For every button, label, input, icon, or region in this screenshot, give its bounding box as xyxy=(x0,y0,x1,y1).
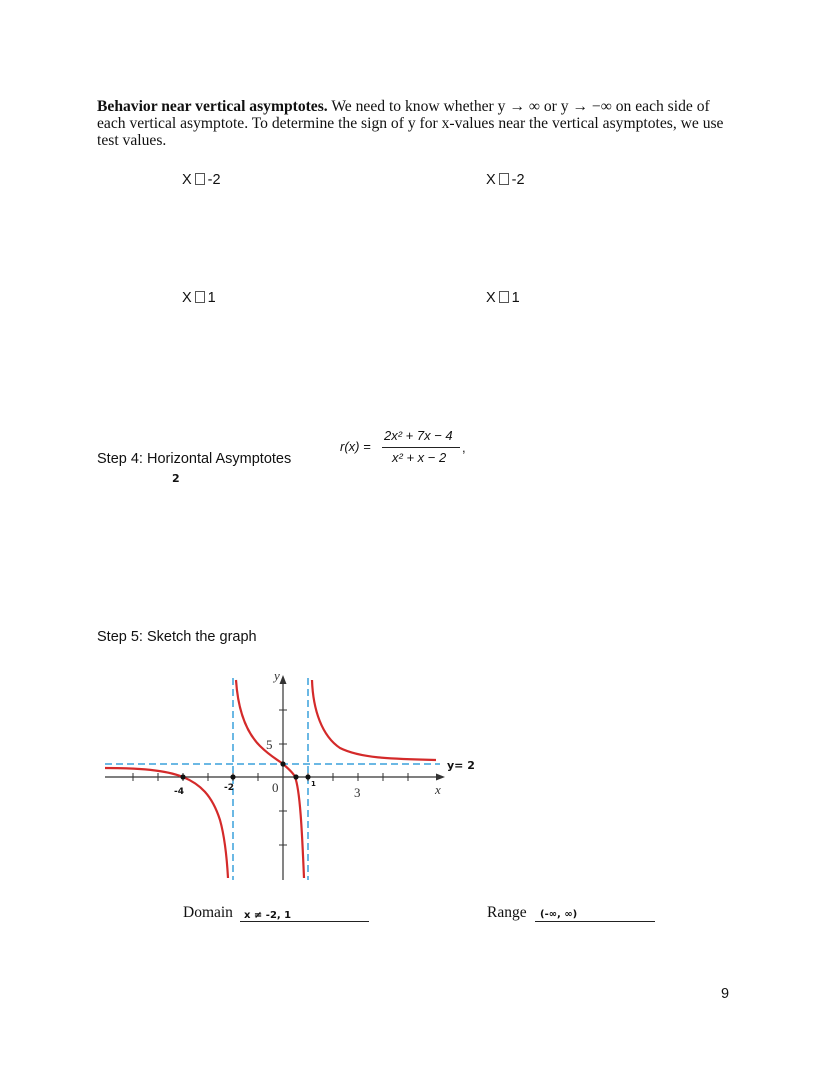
y-axis-arrow-icon xyxy=(280,675,287,684)
curve-left-branch xyxy=(105,768,228,878)
missing-glyph-icon xyxy=(499,173,509,185)
x-axis-arrow-icon xyxy=(436,774,445,781)
formula-comma: , xyxy=(462,440,466,455)
page-number: 9 xyxy=(721,986,730,1002)
step4-heading: Step 4: Horizontal Asymptotes xyxy=(97,451,292,467)
test-value-left-1 xyxy=(182,290,216,306)
curve-right-branch xyxy=(312,680,436,760)
y-axis-label: y xyxy=(274,670,280,683)
origin-label: 0 xyxy=(272,780,279,795)
test-value: 1 xyxy=(207,290,216,306)
step5-heading: Step 5: Sketch the graph xyxy=(97,629,257,645)
intro-text: We need to know whether y → ∞ or y → −∞ on each side of each vertical asymptote. To determine the sign of y for x-values near the vertical asymptotes, we use test values. xyxy=(97,98,724,149)
handwritten-label-minus4: -4 xyxy=(174,787,184,797)
x-axis-label: x xyxy=(435,782,441,797)
domain-answer: x ≠ -2, 1 xyxy=(244,910,292,921)
function-curves xyxy=(105,680,436,878)
fraction-bar xyxy=(382,447,460,448)
test-value: 1 xyxy=(511,290,520,306)
curve-middle-branch xyxy=(236,680,304,878)
handwritten-label-minus2: -2 xyxy=(224,783,234,793)
formula-numerator: 2x² + 7x − 4 xyxy=(384,428,453,443)
formula-lhs: r(x) = xyxy=(340,439,371,454)
test-value-right-1 xyxy=(486,290,520,306)
test-var: X xyxy=(182,290,192,306)
missing-glyph-icon xyxy=(195,291,205,303)
test-var: X xyxy=(486,172,496,188)
test-value-left-minus2 xyxy=(182,172,221,188)
missing-glyph-icon xyxy=(195,173,205,185)
function-graph xyxy=(100,670,490,885)
intro-paragraph xyxy=(97,98,737,149)
formula-denominator: x² + x − 2 xyxy=(392,450,447,465)
missing-glyph-icon xyxy=(499,291,509,303)
range-label: Range xyxy=(487,904,527,921)
y-tick-label-5: 5 xyxy=(266,737,273,752)
domain-label: Domain xyxy=(183,904,233,921)
test-value: -2 xyxy=(207,172,221,188)
domain-answer-line xyxy=(240,903,369,922)
handwritten-label-1: 1 xyxy=(311,780,316,788)
test-var: X xyxy=(182,172,192,188)
x-tick-label-3: 3 xyxy=(354,785,361,800)
handwritten-asymptote-label: y= 2 xyxy=(447,759,475,772)
handwritten-ha-answer: 2 xyxy=(172,472,180,485)
intro-bold-lead: Behavior near vertical asymptotes. xyxy=(97,98,328,115)
test-var: X xyxy=(486,290,496,306)
range-answer: (-∞, ∞) xyxy=(540,909,578,920)
range-answer-line xyxy=(535,903,655,922)
test-value-right-minus2 xyxy=(486,172,525,188)
test-value: -2 xyxy=(511,172,525,188)
